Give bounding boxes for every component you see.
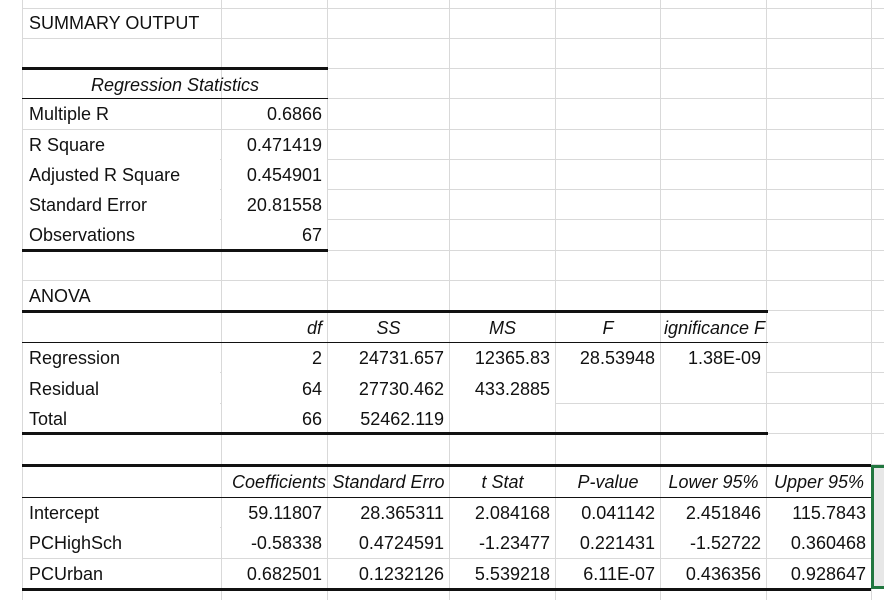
anova-row-label-residual: Residual: [23, 374, 220, 404]
anova-residual-ss[interactable]: 27730.462: [328, 374, 449, 404]
anova-total-df[interactable]: 66: [222, 404, 327, 434]
selection-highlight[interactable]: [871, 465, 884, 589]
table-rule: [22, 588, 871, 591]
stat-label-adjusted-r-square: Adjusted R Square: [23, 160, 220, 190]
stat-label-standard-error: Standard Error: [23, 190, 220, 220]
coef-pchighsch-t-stat[interactable]: -1.23477: [450, 528, 555, 558]
stat-label-r-square: R Square: [23, 130, 220, 160]
anova-title: ANOVA: [23, 281, 220, 311]
coef-pcurban-coefficient[interactable]: 0.682501: [222, 559, 327, 589]
coef-pchighsch-lower-95[interactable]: -1.52722: [661, 528, 766, 558]
coef-row-label-intercept: Intercept: [23, 498, 220, 528]
anova-regression-f[interactable]: 28.53948: [556, 343, 660, 373]
anova-regression-ss[interactable]: 24731.657: [328, 343, 449, 373]
stat-label-observations: Observations: [23, 220, 220, 250]
coef-pchighsch-upper-95[interactable]: 0.360468: [767, 528, 871, 558]
anova-row-label-regression: Regression: [23, 343, 220, 373]
coef-intercept-standard-error[interactable]: 28.365311: [328, 498, 449, 528]
coef-pcurban-lower-95[interactable]: 0.436356: [661, 559, 766, 589]
coef-row-label-pcurban: PCUrban: [23, 559, 220, 589]
coef-pcurban-p-value[interactable]: 6.11E-07: [556, 559, 660, 589]
table-rule: [22, 249, 328, 252]
anova-residual-df[interactable]: 64: [222, 374, 327, 404]
coef-row-label-pchighsch: PCHighSch: [23, 528, 220, 558]
stat-value-observations[interactable]: 67: [222, 220, 327, 250]
coef-intercept-p-value[interactable]: 0.041142: [556, 498, 660, 528]
anova-regression-df[interactable]: 2: [222, 343, 327, 373]
table-rule: [22, 432, 768, 435]
regression-statistics-heading: Regression Statistics: [90, 75, 260, 95]
anova-header-significance-f: ignificance F: [664, 318, 766, 338]
coef-header-lower-95: Lower 95%: [661, 467, 766, 497]
anova-regression-significance-f[interactable]: 1.38E-09: [661, 343, 766, 373]
coef-intercept-upper-95[interactable]: 115.7843: [767, 498, 871, 528]
gridline: [22, 38, 884, 39]
coef-intercept-t-stat[interactable]: 2.084168: [450, 498, 555, 528]
coef-header-t-stat: t Stat: [450, 467, 555, 497]
anova-header-ss: SS: [328, 313, 449, 343]
stat-value-standard-error[interactable]: 20.81558: [222, 190, 327, 220]
coef-header-coefficients: Coefficients: [222, 467, 327, 497]
stat-value-r-square[interactable]: 0.471419: [222, 130, 327, 160]
coef-pchighsch-coefficient[interactable]: -0.58338: [222, 528, 327, 558]
anova-residual-ms[interactable]: 433.2885: [450, 374, 555, 404]
anova-header-f: F: [556, 313, 660, 343]
coef-pchighsch-p-value[interactable]: 0.221431: [556, 528, 660, 558]
anova-total-ss[interactable]: 52462.119: [328, 404, 449, 434]
anova-header-ms: MS: [450, 313, 555, 343]
anova-regression-ms[interactable]: 12365.83: [450, 343, 555, 373]
coef-header-standard-error: Standard Erro: [328, 467, 449, 497]
anova-header-df: df: [222, 313, 327, 343]
coef-pcurban-t-stat[interactable]: 5.539218: [450, 559, 555, 589]
coef-pchighsch-standard-error[interactable]: 0.4724591: [328, 528, 449, 558]
stat-value-adjusted-r-square[interactable]: 0.454901: [222, 160, 327, 190]
stat-value-multiple-r[interactable]: 0.6866: [222, 99, 327, 129]
coef-header-upper-95: Upper 95%: [767, 467, 871, 497]
coef-header-p-value: P-value: [556, 467, 660, 497]
coef-pcurban-standard-error[interactable]: 0.1232126: [328, 559, 449, 589]
coef-intercept-coefficient[interactable]: 59.11807: [222, 498, 327, 528]
anova-row-label-total: Total: [23, 404, 220, 434]
summary-title: SUMMARY OUTPUT: [29, 13, 200, 33]
coef-intercept-lower-95[interactable]: 2.451846: [661, 498, 766, 528]
stat-label-multiple-r: Multiple R: [23, 99, 220, 129]
coef-pcurban-upper-95[interactable]: 0.928647: [767, 559, 871, 589]
